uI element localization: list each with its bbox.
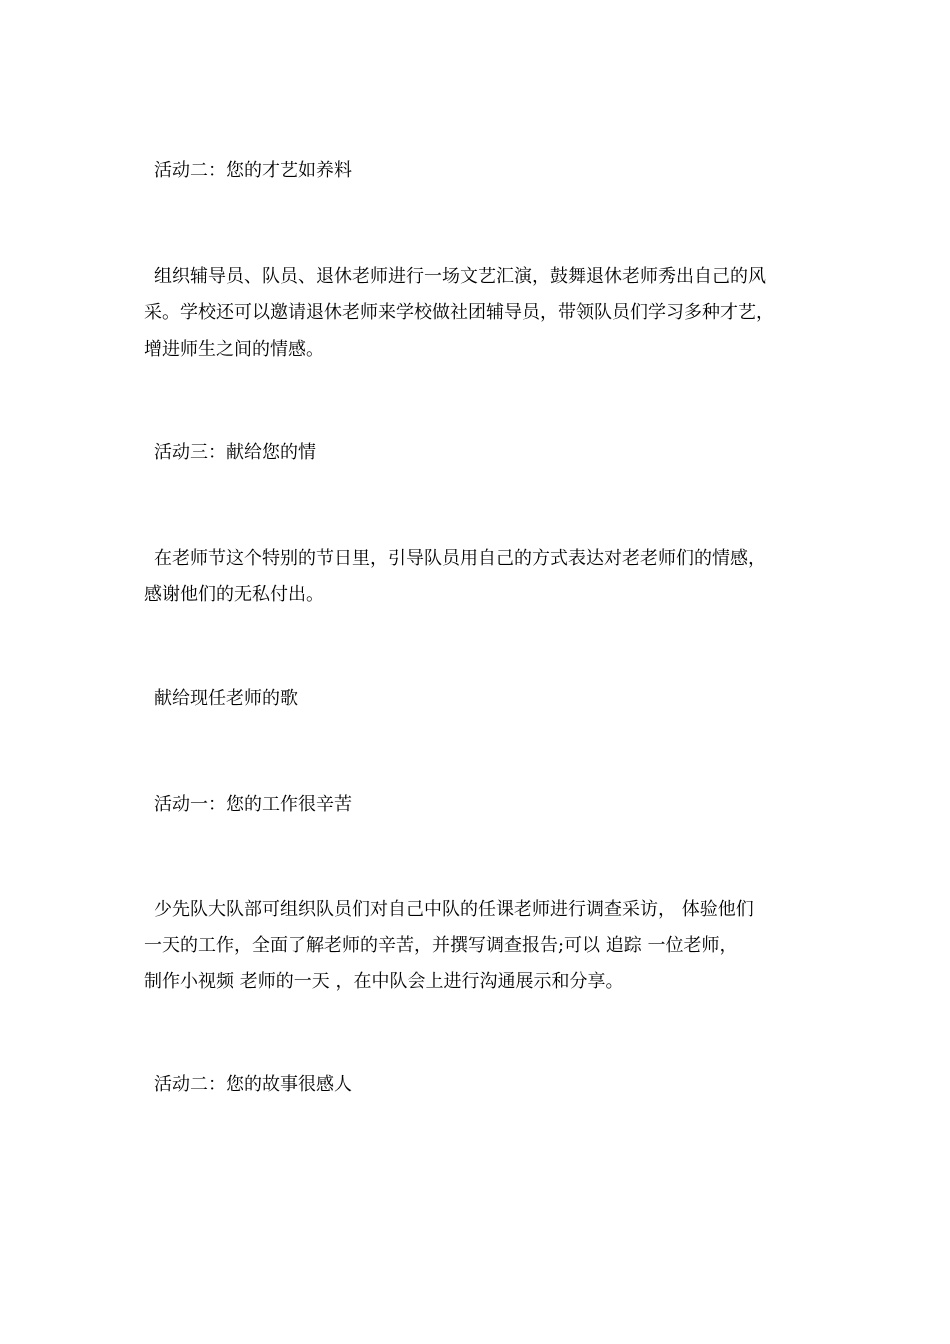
paragraph-line: 一天的工作，全面了解老师的辛苦，并撰写调查报告;可以 追踪 一位老师，: [144, 935, 738, 956]
paragraph-line: 增进师生之间的情感。: [144, 339, 324, 360]
section-heading-activity-2-talent: 活动二：您的才艺如养料: [154, 160, 352, 181]
paragraph-line: 组织辅导员、队员、退休老师进行一场文艺汇演，鼓舞退休老师秀出自己的风: [154, 266, 766, 287]
section-heading-song-for-current-teachers: 献给现任老师的歌: [154, 688, 298, 709]
paragraph-line: 制作小视频 老师的一天 ，在中队会上进行沟通展示和分享。: [144, 971, 624, 992]
paragraph-line: 在老师节这个特别的节日里，引导队员用自己的方式表达对老老师们的情感，: [154, 548, 766, 569]
section-heading-activity-2-stories: 活动二：您的故事很感人: [154, 1074, 352, 1095]
paragraph-line: 少先队大队部可组织队员们对自己中队的任课老师进行调查采访， 体验他们: [154, 899, 754, 920]
paragraph-line: 采。学校还可以邀请退休老师来学校做社团辅导员，带领队员们学习多种才艺，: [144, 302, 774, 323]
section-heading-activity-1-hard-work: 活动一：您的工作很辛苦: [154, 794, 352, 815]
paragraph-line: 感谢他们的无私付出。: [144, 584, 324, 605]
section-heading-activity-3-feelings: 活动三：献给您的情: [154, 442, 316, 463]
